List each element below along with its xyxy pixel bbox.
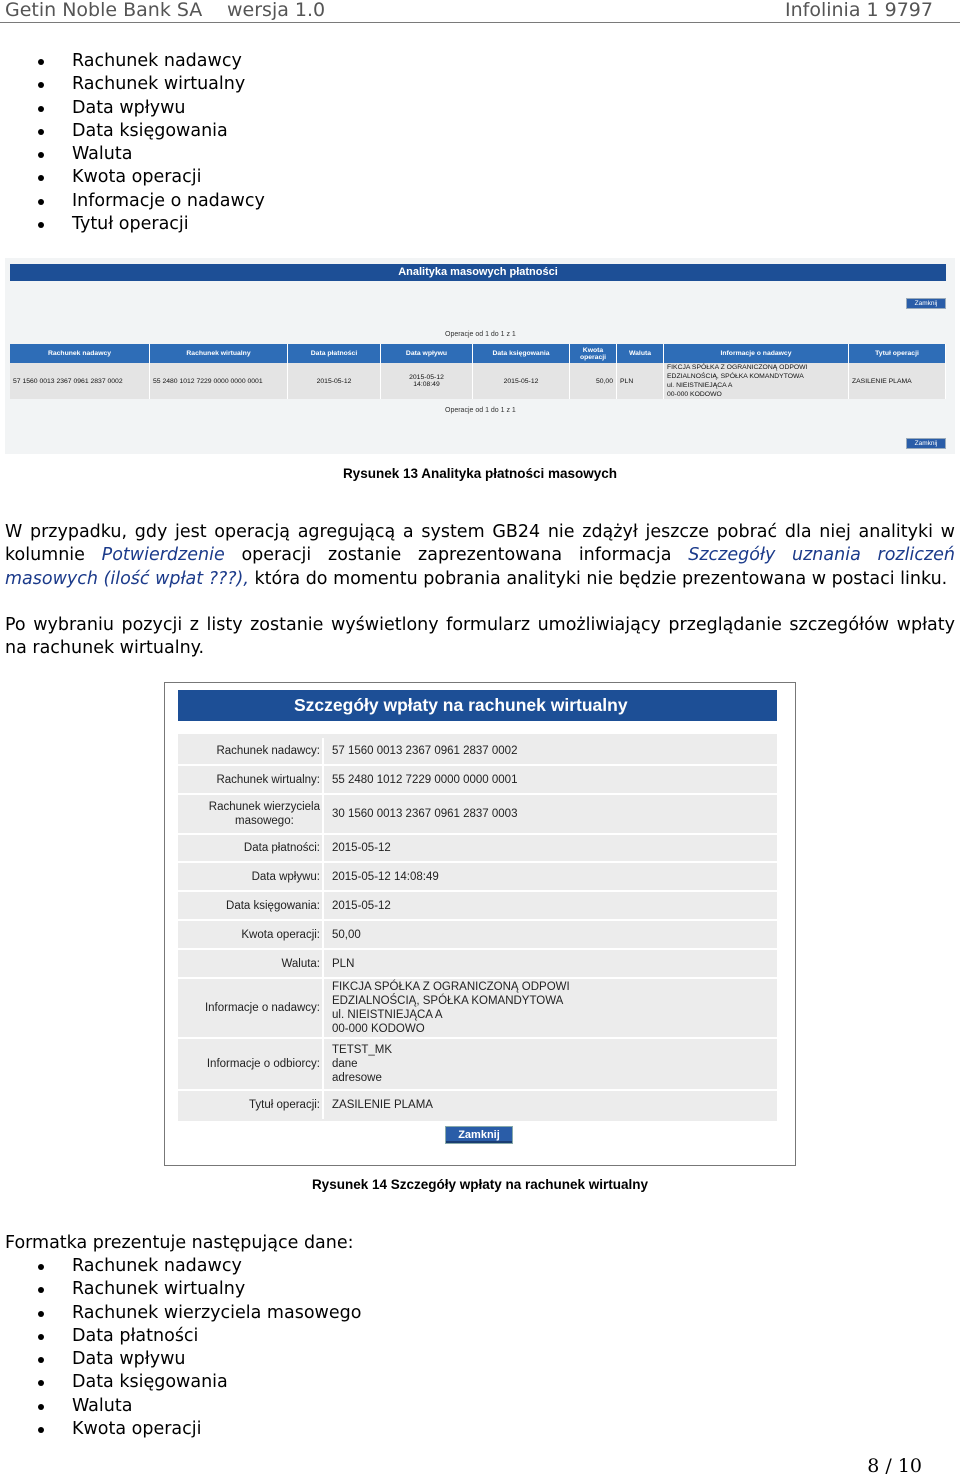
detail-label: Informacje o nadawcy:: [178, 979, 324, 1037]
details-title: Szczegóły wpłaty na rachunek wirtualny: [178, 690, 777, 721]
paragraph-2: Po wybraniu pozycji z listy zostanie wyświetlony formularz umożliwiający przeglądanie szczegółów wpłaty na rachunek wirtualny.: [5, 615, 955, 659]
detail-label: Rachunek wirtualny:: [178, 766, 324, 793]
cell: 55 2480 1012 7229 0000 0000 0001: [150, 363, 288, 399]
detail-label: Tytuł operacji:: [178, 1091, 324, 1119]
detail-row: [178, 863, 777, 892]
col-header[interactable]: Tytuł operacji: [849, 344, 946, 363]
list-item: Tytuł operacji: [0, 213, 265, 236]
table-row[interactable]: [10, 363, 946, 399]
list-item: Data wpływu: [0, 97, 265, 120]
list-item: Rachunek wirtualny: [0, 73, 265, 96]
list-intro: Formatka prezentuje następujące dane:: [5, 1233, 354, 1253]
detail-label: Kwota operacji:: [178, 921, 324, 948]
detail-row: [178, 766, 777, 795]
header-rule: [0, 22, 960, 23]
detail-value: 2015-05-12: [332, 899, 391, 912]
payments-table: [10, 344, 946, 399]
detail-row: [178, 795, 777, 835]
cell: 2015-05-12: [288, 363, 381, 399]
col-header[interactable]: Informacje o nadawcy: [664, 344, 849, 363]
detail-value: 30 1560 0013 2367 0961 2837 0003: [332, 808, 518, 820]
cell: FIKCJA SPÓŁKA Z OGRANICZONĄ ODPOWI EDZIALNOŚCIĄ, SPÓŁKA KOMANDYTOWA ul. NIEISTNIEJĄCA A 00-000 KODOWO: [664, 363, 849, 399]
detail-label: Data wpływu:: [178, 863, 324, 890]
detail-value: 2015-05-12 14:08:49: [332, 870, 439, 883]
detail-label: Waluta:: [178, 950, 324, 977]
detail-value: 2015-05-12: [332, 842, 391, 854]
header-version: wersja 1.0: [227, 0, 326, 21]
screenshot-payment-details: [164, 682, 796, 1166]
list-item: Informacje o nadawcy: [0, 190, 265, 213]
col-header[interactable]: Rachunek nadawcy: [10, 344, 150, 363]
detail-label: Data płatności:: [178, 835, 324, 861]
col-header[interactable]: Kwota operacji: [570, 344, 617, 363]
list-item: Waluta: [0, 143, 265, 166]
list-item: Waluta: [0, 1395, 361, 1418]
detail-row: [178, 738, 777, 766]
detail-label: Data księgowania:: [178, 892, 324, 919]
detail-value: 57 1560 0013 2367 0961 2837 0002: [332, 745, 518, 757]
list-item: Kwota operacji: [0, 1418, 361, 1441]
list-item: Data księgowania: [0, 1371, 361, 1394]
close-button[interactable]: Zamknij: [445, 1126, 513, 1144]
detail-value: 55 2480 1012 7229 0000 0000 0001: [332, 773, 518, 786]
detail-label: Rachunek nadawcy:: [178, 738, 324, 764]
list-item: Data księgowania: [0, 120, 265, 143]
detail-row: [178, 835, 777, 863]
detail-value: PLN: [332, 957, 355, 970]
close-button-top[interactable]: Zamknij: [906, 298, 946, 309]
detail-row: [178, 1091, 777, 1119]
detail-value: 50,00: [332, 928, 361, 941]
detail-row: [178, 921, 777, 950]
col-header[interactable]: Waluta: [617, 344, 664, 363]
panel-title: Analityka masowych płatności: [10, 264, 946, 281]
detail-row: [178, 892, 777, 921]
field-list-2: [0, 1255, 361, 1441]
cell: 50,00: [570, 363, 617, 399]
detail-value: TETST_MK dane adresowe: [332, 1044, 393, 1084]
cell: 2015-05-12: [473, 363, 570, 399]
detail-value: ZASILENIE PLAMA: [332, 1099, 433, 1111]
detail-label: Rachunek wierzyciela masowego:: [178, 795, 324, 833]
detail-row: [178, 1039, 777, 1091]
col-header[interactable]: Rachunek wirtualny: [150, 344, 288, 363]
list-item: Data płatności: [0, 1325, 361, 1348]
cell: PLN: [617, 363, 664, 399]
pager-top: Operacje od 1 do 1 z 1: [445, 331, 516, 338]
screenshot-mass-payments: [5, 258, 955, 454]
detail-label: Informacje o odbiorcy:: [178, 1039, 324, 1089]
detail-row: [178, 979, 777, 1039]
page-header: [0, 0, 960, 22]
close-button-bottom[interactable]: Zamknij: [906, 438, 946, 449]
field-list-1: [0, 50, 265, 236]
pager-bottom: Operacje od 1 do 1 z 1: [445, 407, 516, 414]
cell: 2015-05-12 14:08:49: [381, 363, 473, 399]
list-item: Data wpływu: [0, 1348, 361, 1371]
header-infoline: Infolinia 1 9797: [784, 0, 933, 21]
col-header[interactable]: Data wpływu: [381, 344, 473, 363]
cell: ZASILENIE PLAMA: [849, 363, 946, 399]
list-item: Rachunek wirtualny: [0, 1278, 361, 1301]
list-item: Kwota operacji: [0, 166, 265, 189]
detail-value: FIKCJA SPÓŁKA Z OGRANICZONĄ ODPOWI EDZIALNOŚCIĄ, SPÓŁKA KOMANDYTOWA ul. NIEISTNIEJĄCA A 00-000 KODOWO: [332, 981, 570, 1035]
figure-caption-14: Rysunek 14 Szczegóły wpłaty na rachunek wirtualny: [311, 1177, 649, 1192]
details-panel: [178, 734, 777, 1121]
list-item: Rachunek nadawcy: [0, 1255, 361, 1278]
col-header[interactable]: Data płatności: [288, 344, 381, 363]
figure-caption-13: Rysunek 13 Analityka płatności masowych: [342, 466, 618, 481]
list-item: Rachunek nadawcy: [0, 50, 265, 73]
col-header[interactable]: Data księgowania: [473, 344, 570, 363]
paragraph-1: W przypadku, gdy jest operacją agregującą a system GB24 nie zdążył jeszcze pobrać dla niej analityki w kolumnie Potwierdzenie operacji zostanie zaprezentowana informacja Szczegóły uznania rozliczeń masowych (ilość wpłat ???), która do momentu pobrania analityki nie będzie prezentowana w postaci linku.: [5, 522, 955, 589]
header-bank: Getin Noble Bank SA: [5, 0, 203, 21]
page-number: 8 / 10: [867, 1455, 922, 1477]
detail-row: [178, 950, 777, 979]
list-item: Rachunek wierzyciela masowego: [0, 1302, 361, 1325]
cell: 57 1560 0013 2367 0961 2837 0002: [10, 363, 150, 399]
